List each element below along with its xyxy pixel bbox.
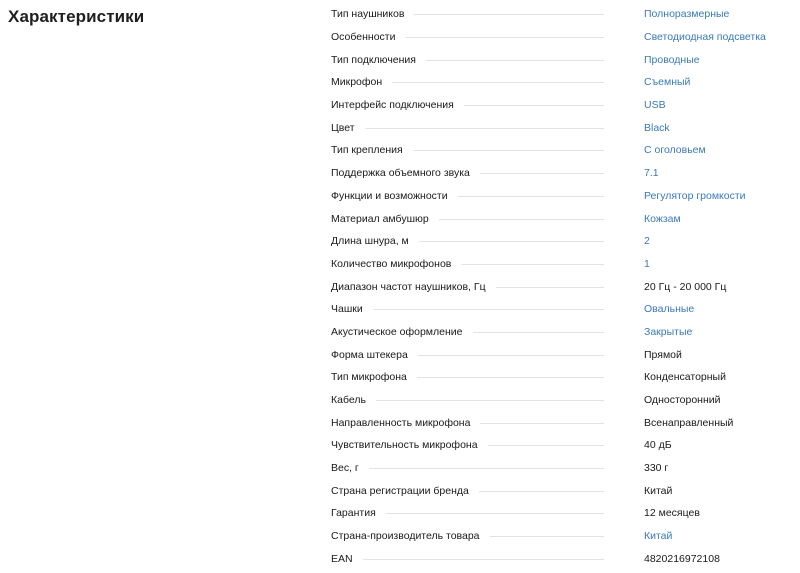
spec-label-cell bbox=[331, 553, 644, 565]
spec-label-cell bbox=[331, 54, 644, 66]
spec-row bbox=[331, 321, 800, 344]
spec-divider bbox=[473, 332, 605, 333]
spec-value: Конденсаторный bbox=[644, 371, 726, 384]
spec-value: Односторонний bbox=[644, 394, 721, 407]
spec-divider bbox=[386, 513, 604, 514]
spec-row bbox=[331, 298, 800, 321]
spec-label-cell bbox=[331, 281, 644, 293]
spec-value-link[interactable]: 2 bbox=[644, 235, 650, 248]
spec-value: Китай bbox=[644, 484, 673, 497]
spec-row bbox=[331, 139, 800, 162]
spec-row bbox=[331, 48, 800, 71]
specs-list bbox=[331, 3, 800, 570]
spec-name: Микрофон bbox=[331, 76, 383, 89]
spec-name: Тип наушников bbox=[331, 8, 405, 21]
spec-divider bbox=[464, 105, 604, 106]
spec-divider bbox=[426, 60, 604, 61]
spec-label-cell bbox=[331, 462, 644, 474]
spec-row bbox=[331, 185, 800, 208]
spec-row bbox=[331, 502, 800, 525]
spec-value-link[interactable]: USB bbox=[644, 99, 666, 112]
spec-label-cell bbox=[331, 439, 644, 451]
spec-name: Страна регистрации бренда bbox=[331, 484, 469, 497]
spec-row bbox=[331, 94, 800, 117]
spec-divider bbox=[413, 150, 604, 151]
spec-name: Количество микрофонов bbox=[331, 257, 452, 270]
spec-name: Чувствительность микрофона bbox=[331, 439, 478, 452]
spec-divider bbox=[458, 196, 604, 197]
spec-row bbox=[331, 162, 800, 185]
spec-row bbox=[331, 71, 800, 94]
spec-divider bbox=[414, 14, 604, 15]
spec-value-link[interactable]: Овальные bbox=[644, 303, 695, 316]
spec-name: Длина шнура, м bbox=[331, 235, 409, 248]
spec-value: 4820216972108 bbox=[644, 552, 720, 565]
spec-divider bbox=[365, 128, 604, 129]
spec-value-link[interactable]: Закрытые bbox=[644, 325, 693, 338]
spec-value-link[interactable]: С оголовьем bbox=[644, 144, 706, 157]
spec-name: Направленность микрофона bbox=[331, 416, 471, 429]
spec-label-cell bbox=[331, 144, 644, 156]
spec-row bbox=[331, 389, 800, 412]
spec-name: Акустическое оформление bbox=[331, 325, 463, 338]
spec-divider bbox=[418, 355, 604, 356]
spec-row bbox=[331, 253, 800, 276]
spec-name: Материал амбушюр bbox=[331, 212, 429, 225]
spec-row bbox=[331, 525, 800, 548]
spec-value-link[interactable]: 7.1 bbox=[644, 167, 659, 180]
spec-divider bbox=[376, 400, 604, 401]
spec-row bbox=[331, 207, 800, 230]
spec-value-link[interactable]: Полноразмерные bbox=[644, 8, 730, 21]
spec-name: Поддержка объемного звука bbox=[331, 167, 470, 180]
spec-row bbox=[331, 479, 800, 502]
spec-label-cell bbox=[331, 349, 644, 361]
spec-name: Форма штекера bbox=[331, 348, 408, 361]
spec-value-link[interactable]: Светодиодная подсветка bbox=[644, 31, 766, 44]
spec-label-cell bbox=[331, 213, 644, 225]
spec-divider bbox=[488, 445, 604, 446]
spec-name: Цвет bbox=[331, 121, 355, 134]
spec-divider bbox=[439, 219, 604, 220]
spec-label-cell bbox=[331, 530, 644, 542]
spec-divider bbox=[419, 241, 604, 242]
spec-label-cell bbox=[331, 417, 644, 429]
spec-value: 330 г bbox=[644, 462, 669, 475]
spec-label-cell bbox=[331, 76, 644, 88]
spec-label-cell bbox=[331, 99, 644, 111]
spec-value-link[interactable]: Китай bbox=[644, 530, 673, 543]
spec-name: Функции и возможности bbox=[331, 189, 448, 202]
spec-divider bbox=[373, 309, 604, 310]
spec-value-link[interactable]: Проводные bbox=[644, 53, 700, 66]
spec-value: 40 дБ bbox=[644, 439, 672, 452]
spec-name: Кабель bbox=[331, 394, 366, 407]
spec-name: Тип подключения bbox=[331, 53, 416, 66]
spec-label-cell bbox=[331, 371, 644, 383]
spec-value-link[interactable]: Black bbox=[644, 121, 670, 134]
spec-label-cell bbox=[331, 31, 644, 43]
spec-divider bbox=[461, 264, 604, 265]
spec-value: 20 Гц - 20 000 Гц bbox=[644, 280, 727, 293]
spec-row bbox=[331, 116, 800, 139]
spec-value-link[interactable]: Съемный bbox=[644, 76, 691, 89]
spec-name: EAN bbox=[331, 552, 353, 565]
spec-name: Тип микрофона bbox=[331, 371, 407, 384]
spec-divider bbox=[479, 491, 604, 492]
spec-row bbox=[331, 457, 800, 480]
spec-value: Прямой bbox=[644, 348, 682, 361]
spec-divider bbox=[480, 423, 604, 424]
spec-label-cell bbox=[331, 507, 644, 519]
spec-row bbox=[331, 275, 800, 298]
spec-row bbox=[331, 26, 800, 49]
spec-label-cell bbox=[331, 190, 644, 202]
spec-label-cell bbox=[331, 235, 644, 247]
spec-label-cell bbox=[331, 8, 644, 20]
spec-divider bbox=[490, 536, 604, 537]
spec-divider bbox=[369, 468, 604, 469]
spec-label-cell bbox=[331, 326, 644, 338]
spec-label-cell bbox=[331, 258, 644, 270]
spec-value-link[interactable]: Кожзам bbox=[644, 212, 681, 225]
spec-label-cell bbox=[331, 303, 644, 315]
spec-label-cell bbox=[331, 394, 644, 406]
spec-divider bbox=[405, 37, 604, 38]
spec-row bbox=[331, 411, 800, 434]
spec-row bbox=[331, 366, 800, 389]
spec-name: Вес, г bbox=[331, 462, 359, 475]
spec-value-link[interactable]: Регулятор громкости bbox=[644, 189, 746, 202]
spec-name: Интерфейс подключения bbox=[331, 99, 454, 112]
spec-name: Тип крепления bbox=[331, 144, 403, 157]
spec-divider bbox=[363, 559, 604, 560]
spec-row bbox=[331, 230, 800, 253]
spec-label-cell bbox=[331, 122, 644, 134]
spec-divider bbox=[480, 173, 604, 174]
section-title: Характеристики bbox=[8, 7, 145, 26]
spec-row bbox=[331, 3, 800, 26]
spec-divider bbox=[417, 377, 604, 378]
spec-value: Всенаправленный bbox=[644, 416, 734, 429]
spec-name: Чашки bbox=[331, 303, 363, 316]
spec-divider bbox=[496, 287, 604, 288]
spec-divider bbox=[392, 82, 604, 83]
spec-name: Страна-производитель товара bbox=[331, 530, 480, 543]
spec-value-link[interactable]: 1 bbox=[644, 257, 650, 270]
spec-label-cell bbox=[331, 167, 644, 179]
spec-name: Особенности bbox=[331, 31, 396, 44]
spec-row bbox=[331, 434, 800, 457]
spec-name: Гарантия bbox=[331, 507, 376, 520]
spec-label-cell bbox=[331, 485, 644, 497]
spec-name: Диапазон частот наушников, Гц bbox=[331, 280, 486, 293]
spec-value: 12 месяцев bbox=[644, 507, 700, 520]
spec-row bbox=[331, 343, 800, 366]
spec-row bbox=[331, 548, 800, 571]
